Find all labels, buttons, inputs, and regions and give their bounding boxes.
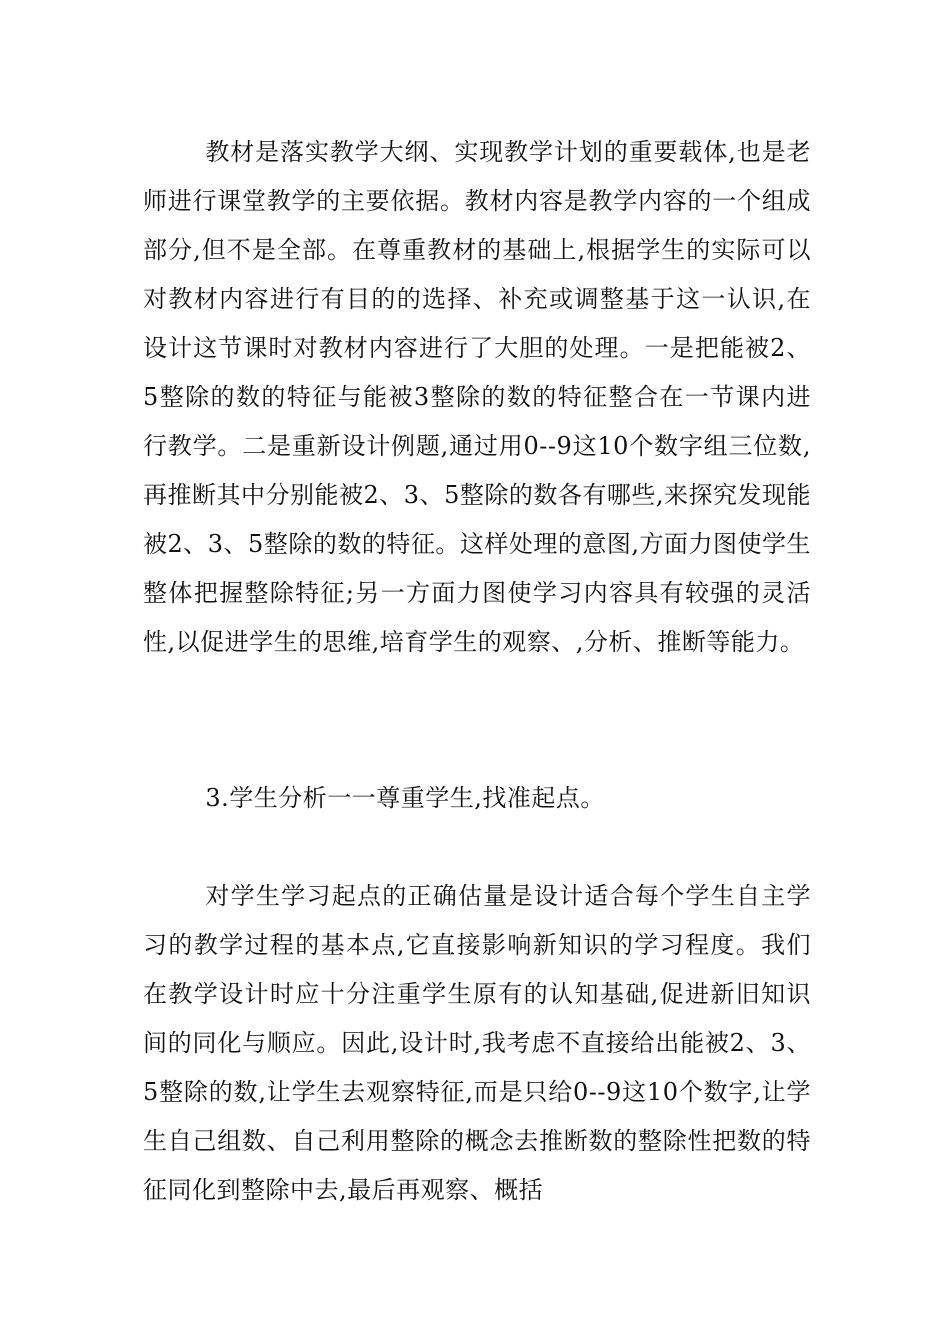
body-paragraph: 对学生学习起点的正确估量是设计适合每个学生自主学习的教学过程的基本点,它直接影响新知识的学习程度。我们在教学设计时应十分注重学生原有的认知基础,促进新旧知识间的同化与顺应。因此,设计时,我考虑不直接给出能被2、3、5整除的数,让学生去观察特征,而是只给0--9这10个数字,让学生自己组数、自己利用整除的概念去推断数的整除性把数的特征同化到整除中去,最后再观察、概括 [143, 882, 811, 1204]
section-heading: 3.学生分析一一尊重学生,找准起点。 [205, 784, 605, 812]
body-paragraph: 教材是落实教学大纲、实现教学计划的重要载体,也是老师进行课堂教学的主要依据。教材内容是教学内容的一个组成部分,但不是全部。在尊重教材的基础上,根据学生的实际可以对教材内容进行有目的的选择、补充或调整基于这一认识,在设计这节课时对教材内容进行了大胆的处理。一是把能被2、5整除的数的特征与能被3整除的数的特征整合在一节课内进行教学。二是重新设计例题,通过用0--9这10个数字组三位数,再推断其中分别能被2、3、5整除的数各有哪些,来探究发现能被2、3、5整除的数的特征。这样处理的意图,方面力图使学生整体把握整除特征;另一方面力图使学习内容具有较强的灵活性,以促进学生的思维,培育学生的观察、,分析、推断等能力。 [143, 138, 811, 656]
